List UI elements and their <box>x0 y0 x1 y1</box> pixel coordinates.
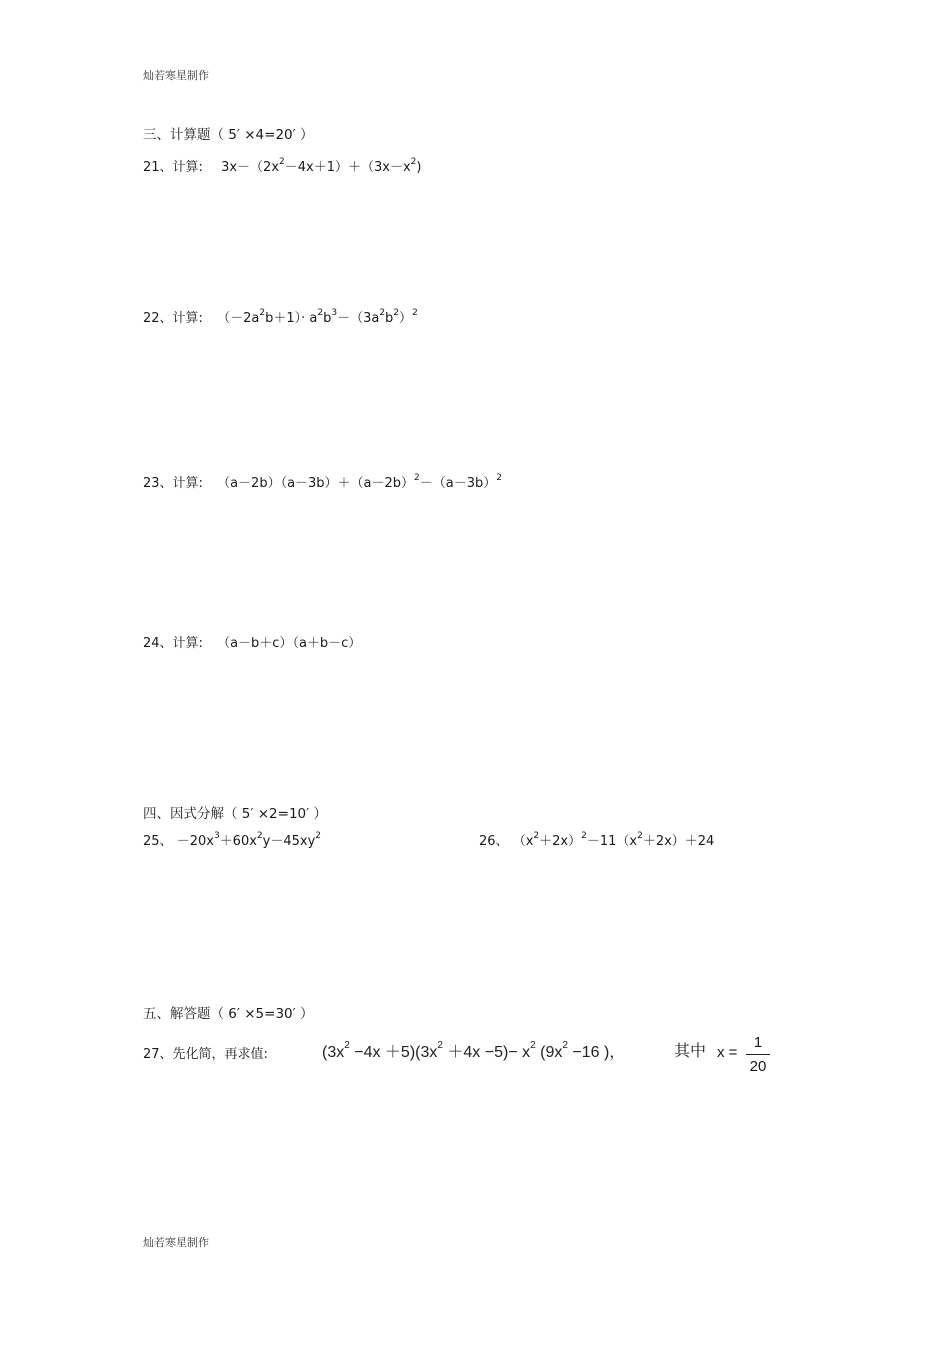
q22-label: 22、计算: <box>143 311 203 326</box>
q23-label: 23、计算: <box>143 476 203 491</box>
q21-expression: $3x-(2x^2-4x+1)+(3x-x^2)$ <box>221 157 422 175</box>
q27-label: 27、先化简，再求值: <box>143 1047 268 1062</box>
q25-expression: $-20x^3+60x^2y-45xy^2$ <box>176 831 322 849</box>
section-3-title: 三、计算题（ 5′ ×4=20′ ） <box>143 127 314 143</box>
page-footer: 灿若寒星制作 <box>143 1236 209 1249</box>
question-25 <box>143 831 322 851</box>
section-5-title: 五、解答题（ 6′ ×5=30′ ） <box>143 1006 314 1022</box>
q23-expression: $(a-2b)(a-3b)+(a-2b)^2-(a-3b)^2$ <box>217 473 503 491</box>
q24-expression: （a－b＋c）（a＋b－c） <box>217 636 362 651</box>
q27-fraction-denominator: 20 <box>749 1058 767 1075</box>
q27-expression: $(3x^2 -4x +5)(3x^2 +4x -5)- x^2$ ($9x^2 -16$ )， <box>322 1040 626 1061</box>
q26-label: 26、 <box>479 834 509 849</box>
q27-variable: x = <box>717 1044 738 1061</box>
q27-fraction-bar <box>746 1054 770 1055</box>
q25-label: 25、 <box>143 834 173 849</box>
question-26 <box>479 831 715 851</box>
question-21 <box>143 157 422 177</box>
page-header: 灿若寒星制作 <box>143 69 209 82</box>
q21-label: 21、计算: <box>143 160 203 175</box>
question-22 <box>143 308 418 328</box>
q27-where: 其中 <box>674 1041 707 1060</box>
section-4-title: 四、因式分解（ 5′ ×2=10′ ） <box>143 806 327 822</box>
q27-fraction-numerator: 1 <box>753 1034 763 1051</box>
question-24 <box>143 636 361 652</box>
q22-expression: $(-2a^2b+1)\cdot a^2b^3-(3a^2b^2)^2$ <box>217 308 418 326</box>
question-23 <box>143 473 503 493</box>
q26-expression: $(x^2+2x)^2-11(x^2+2x)+24$ <box>512 831 715 849</box>
q24-label: 24、计算: <box>143 636 203 651</box>
